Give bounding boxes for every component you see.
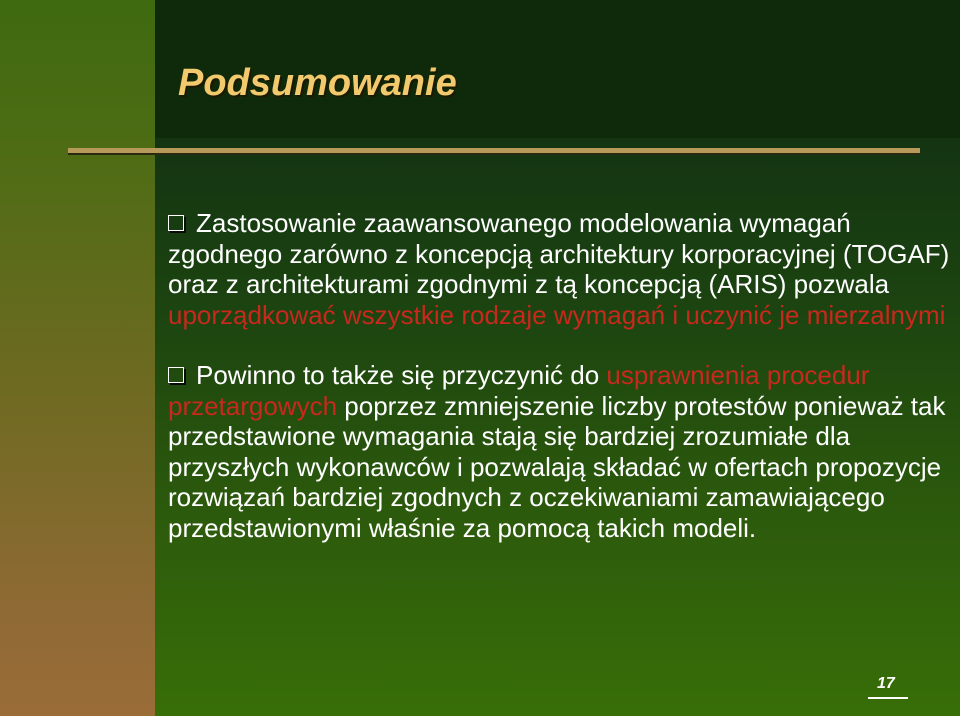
checkbox-bullet-icon <box>168 367 184 383</box>
bullet-1-highlight: uporządkować wszystkie rodzaje wymagań i uczynić je mierzalnymi <box>168 299 946 330</box>
page-number: 17 <box>877 675 895 692</box>
bullet-2-text-end: poprzez zmniejszenie liczby protestów ponieważ tak przedstawione wymagania stają się bardziej zrozumiałe dla przyszłych wykonawców i pozwalają składać w ofertach propozycje rozwiązań bardziej zgodnych z oczekiwaniami zamawiającego przedstawionymi właśnie za pomocą takich modeli. <box>168 390 946 543</box>
bullet-2-highlight: usprawnienia procedur przetargowych <box>168 360 870 421</box>
page-number-underline <box>868 697 908 699</box>
title-divider <box>68 148 920 153</box>
slide-content <box>168 208 958 573</box>
checkbox-bullet-icon <box>168 215 184 231</box>
bullet-2-text: Powinno to także się przyczynić do <box>196 360 607 390</box>
slide-title: Podsumowanie <box>178 62 457 104</box>
bullet-1-text: Zastosowanie zaawansowanego modelowania wymagań zgodnego zarówno z koncepcją architektury korporacyjnej (TOGAF) oraz z architekturami zgodnymi z tą koncepcją (ARIS) pozwala <box>168 208 950 299</box>
left-decorative-band <box>0 0 155 716</box>
bullet-item-2 <box>168 360 958 543</box>
bullet-item-1 <box>168 208 958 330</box>
